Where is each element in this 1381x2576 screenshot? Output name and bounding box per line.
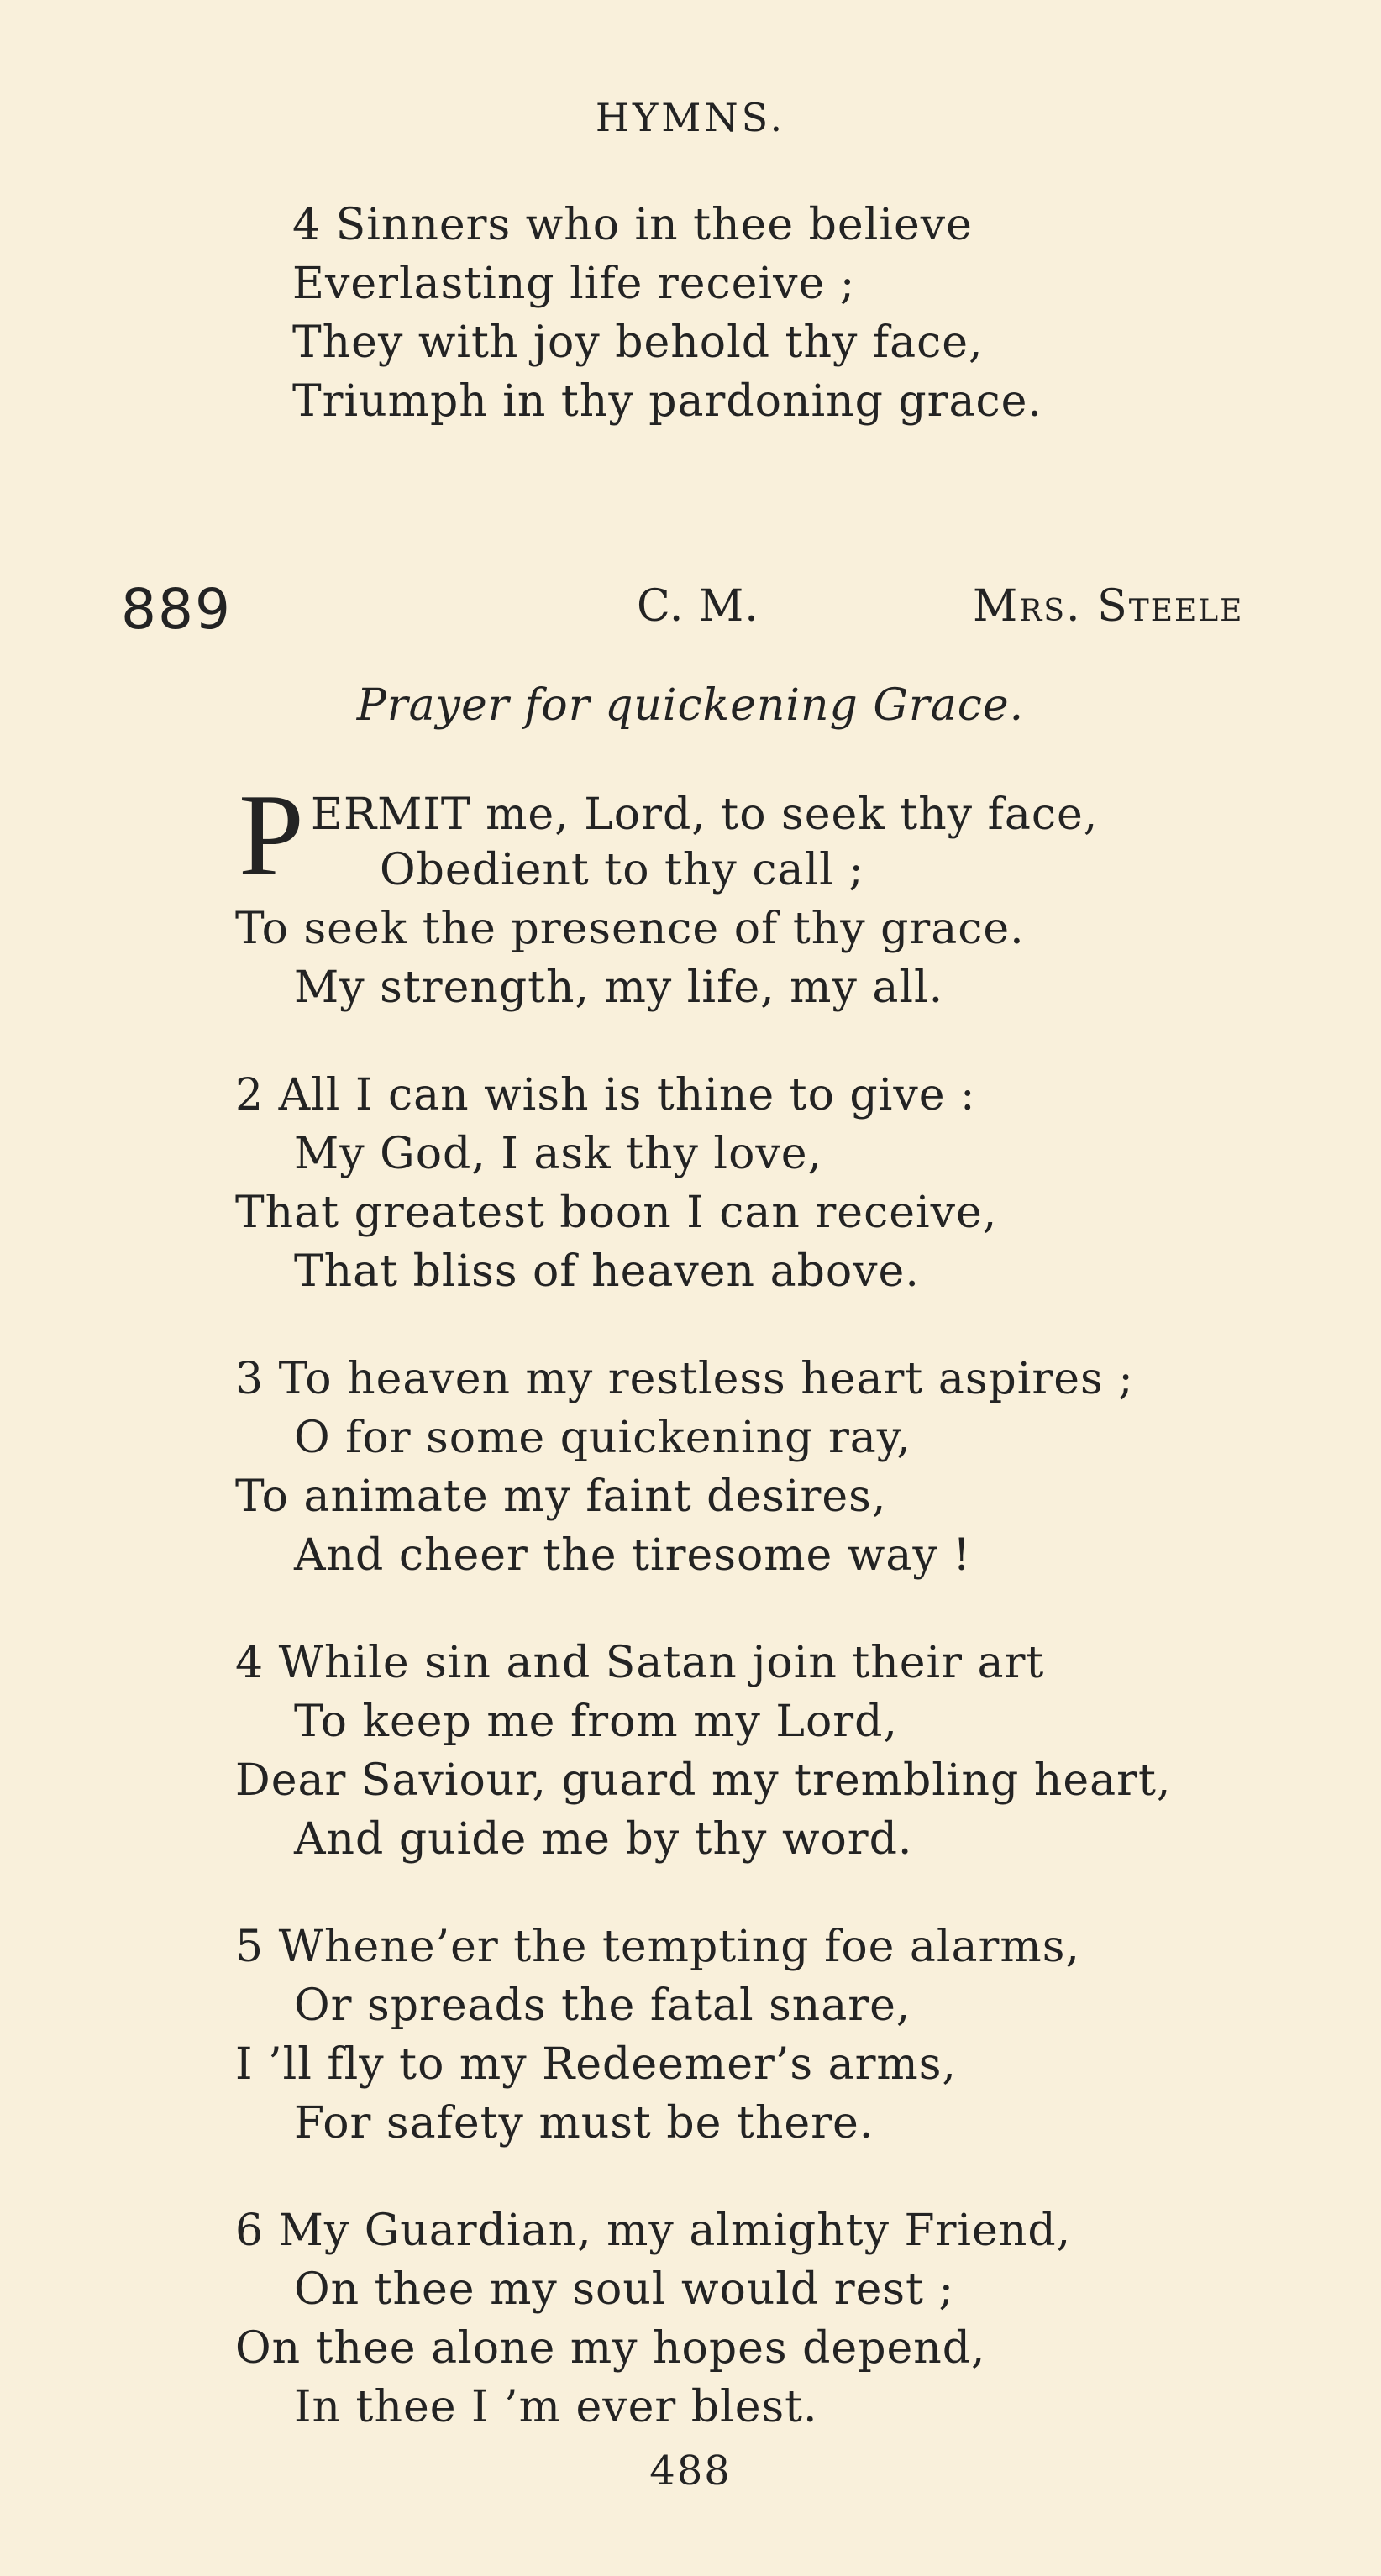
hymn-author: Mrs. Steele (973, 581, 1244, 632)
stanza-4-line-1: 4 While sin and Satan join their art (235, 1638, 1045, 1688)
stanza-3-line-3: To animate my faint desires, (235, 1472, 887, 1522)
drop-cap-container (239, 770, 304, 900)
prev-stanza-4-line-3: They with joy behold thy face, (292, 317, 984, 368)
hymn-title: Prayer for quickening Grace. (356, 680, 1025, 731)
stanza-6-line-2: On thee my soul would rest ; (294, 2264, 954, 2315)
stanza-1-line-1: ERMIT me, Lord, to seek thy face, (311, 790, 1099, 840)
stanza-3-line-4: And cheer the tiresome way ! (294, 1530, 972, 1581)
stanza-6-line-3: On thee alone my hopes depend, (235, 2323, 986, 2374)
stanza-2-line-1: 2 All I can wish is thine to give : (235, 1070, 976, 1120)
running-header: HYMNS. (595, 95, 786, 140)
stanza-6-line-4: In thee I ’m ever blest. (294, 2382, 818, 2432)
page-number: 488 (649, 2447, 732, 2495)
prev-stanza-4-line-1: 4 Sinners who in thee believe (292, 200, 973, 250)
prev-stanza-4-line-4: Triumph in thy pardoning grace. (292, 376, 1042, 427)
prev-stanza-4-line-2: Everlasting life receive ; (292, 259, 856, 309)
stanza-4-line-3: Dear Saviour, guard my trembling heart, (235, 1755, 1172, 1806)
stanza-3-line-1: 3 To heaven my restless heart aspires ; (235, 1354, 1134, 1404)
drop-cap: P (239, 770, 304, 900)
stanza-2-line-2: My God, I ask thy love, (294, 1129, 823, 1179)
stanza-5-line-3: I ’ll fly to my Redeemer’s arms, (235, 2039, 957, 2090)
stanza-4-line-2: To keep me from my Lord, (294, 1697, 898, 1747)
hymn-number: 889 (121, 577, 232, 642)
stanza-4-line-4: And guide me by thy word. (294, 1814, 913, 1865)
hymn-meter: C. M. (637, 581, 759, 632)
stanza-2-line-4: That bliss of heaven above. (294, 1246, 920, 1297)
stanza-5-line-1: 5 Whene’er the tempting foe alarms, (235, 1922, 1080, 1972)
stanza-3-line-2: O for some quickening ray, (294, 1413, 911, 1463)
stanza-1-line-3: To seek the presence of thy grace. (235, 904, 1025, 954)
stanza-2-line-3: That greatest boon I can receive, (235, 1188, 998, 1238)
stanza-5-line-2: Or spreads the fatal snare, (294, 1981, 911, 2031)
stanza-1-line-4: My strength, my life, my all. (294, 963, 944, 1013)
stanza-5-line-4: For safety must be there. (294, 2098, 874, 2148)
stanza-1-line-2: Obedient to thy call ; (380, 845, 864, 895)
stanza-6-line-1: 6 My Guardian, my almighty Friend, (235, 2206, 1072, 2256)
